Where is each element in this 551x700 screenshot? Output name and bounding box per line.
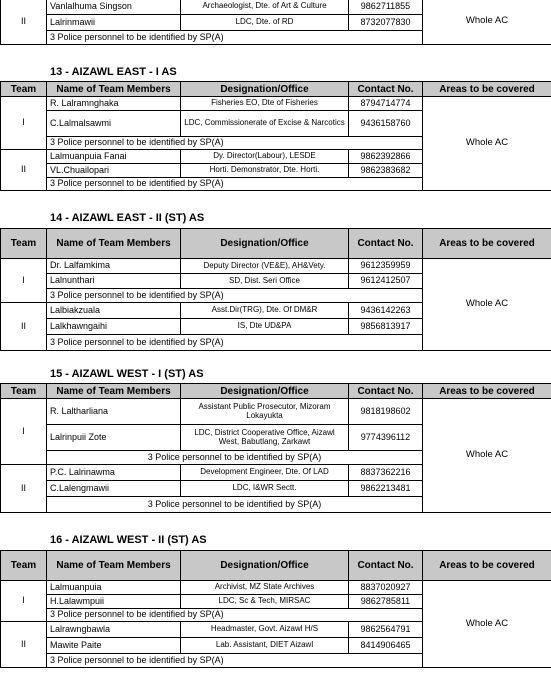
member-contact: 9856813917 xyxy=(349,319,423,335)
member-name: Lalkhawngaihi xyxy=(47,319,181,335)
police-note: 3 Police personnel to be identified by SP(A) xyxy=(47,137,423,150)
member-contact: 9818198602 xyxy=(349,399,423,425)
header-areas: Areas to be covered xyxy=(423,229,551,259)
member-designation: Lab. Assistant, DIET Aizawl xyxy=(181,638,349,654)
member-contact: 9612412507 xyxy=(349,274,423,289)
header-contact: Contact No. xyxy=(349,82,423,97)
header-team: Team xyxy=(1,384,47,399)
member-designation: Archaeologist, Dte. of Art & Culture xyxy=(181,0,349,15)
header-designation: Designation/Office xyxy=(181,82,349,97)
police-note: 3 Police personnel to be identified by SP(A) xyxy=(47,335,423,351)
member-contact: 9862711855 xyxy=(349,0,423,15)
member-designation: SD, Dist. Seri Office xyxy=(181,274,349,289)
areas-cell: Whole AC xyxy=(423,259,551,351)
member-designation: LDC, District Cooperative Office, Aizawl West, Babutlang, Zarkawt xyxy=(181,425,349,451)
member-designation: Development Engineer, Dte. Of LAD xyxy=(181,465,349,481)
police-note: 3 Police personnel to be identified by SP(A) xyxy=(47,31,423,45)
member-contact: 9862383682 xyxy=(349,164,423,178)
member-designation: Horti. Demonstrator, Dte. Horti. xyxy=(181,164,349,178)
member-name: Lalmuanpuia Fanai xyxy=(47,150,181,164)
police-note: 3 Police personnel to be identified by SP(A) xyxy=(47,289,423,303)
member-contact: 9612359959 xyxy=(349,259,423,274)
header-team: Team xyxy=(1,229,47,259)
police-note: 3 Police personnel to be identified by SP(A) xyxy=(47,609,423,622)
team-cell: II xyxy=(1,303,47,351)
team-cell: I xyxy=(1,581,47,622)
police-note: 3 Police personnel to be identified by SP(A) xyxy=(47,497,423,513)
section-table xyxy=(0,383,551,513)
member-name: Lalrinpuii Zote xyxy=(47,425,181,451)
header-name: Name of Team Members xyxy=(47,229,181,259)
police-note: 3 Police personnel to be identified by SP(A) xyxy=(47,654,423,668)
team-cell: II xyxy=(1,465,47,513)
member-name: Dr. Lalfamkima xyxy=(47,259,181,274)
member-designation: Fisheries EO, Dte of Fisheries xyxy=(181,97,349,111)
member-name: Lalrawngbawla xyxy=(47,622,181,638)
header-team: Team xyxy=(1,551,47,581)
team-cell: I xyxy=(1,259,47,303)
areas-cell: Whole AC xyxy=(423,399,551,513)
areas-cell: Whole AC xyxy=(423,581,551,668)
member-contact: 8794714774 xyxy=(349,97,423,111)
header-areas: Areas to be covered xyxy=(423,551,551,581)
team-cell: II xyxy=(1,150,47,191)
member-name: Lalmuanpuia xyxy=(47,581,181,595)
header-contact: Contact No. xyxy=(349,229,423,259)
member-contact: 9774396112 xyxy=(349,425,423,451)
header-name: Name of Team Members xyxy=(47,82,181,97)
header-designation: Designation/Office xyxy=(181,551,349,581)
header-designation: Designation/Office xyxy=(181,384,349,399)
member-contact: 8837362216 xyxy=(349,465,423,481)
section-title: 13 - AIZAWL EAST - I AS xyxy=(50,66,177,78)
areas-cell: Whole AC xyxy=(423,97,551,191)
header-team: Team xyxy=(1,82,47,97)
member-contact: 9862213481 xyxy=(349,481,423,497)
member-name: Lalbiakzuala xyxy=(47,303,181,319)
member-name: R. Lalramnghaka xyxy=(47,97,181,111)
member-contact: 8414906465 xyxy=(349,638,423,654)
section-table xyxy=(0,228,551,351)
member-name: Mawite Paite xyxy=(47,638,181,654)
header-contact: Contact No. xyxy=(349,384,423,399)
member-name: P.C. Lalrinawma xyxy=(47,465,181,481)
header-areas: Areas to be covered xyxy=(423,384,551,399)
member-name: Lalnunthari xyxy=(47,274,181,289)
member-contact: 9862392866 xyxy=(349,150,423,164)
header-designation: Designation/Office xyxy=(181,229,349,259)
member-contact: 8732077830 xyxy=(349,15,423,31)
police-note: 3 Police personnel to be identified by SP(A) xyxy=(47,178,423,191)
member-designation: Assistant Public Prosecutor, Mizoram Lokayukta xyxy=(181,399,349,425)
member-contact: 9862564791 xyxy=(349,622,423,638)
member-designation: LDC, Dte. of RD xyxy=(181,15,349,31)
header-areas: Areas to be covered xyxy=(423,82,551,97)
member-designation: Asst.Dir(TRG), Dte. Of DM&R xyxy=(181,303,349,319)
member-designation: IS, Dte UD&PA xyxy=(181,319,349,335)
section-title: 15 - AIZAWL WEST - I (ST) AS xyxy=(50,368,204,380)
section-table xyxy=(0,550,551,668)
section-title: 16 - AIZAWL WEST - II (ST) AS xyxy=(50,534,207,546)
member-designation: Archivist, MZ State Archives xyxy=(181,581,349,595)
top-partial-table xyxy=(0,0,551,45)
team-cell: II xyxy=(1,622,47,668)
member-contact: 9862785811 xyxy=(349,595,423,609)
team-cell: II xyxy=(1,0,47,45)
member-designation: LDC, I&WR Sectt. xyxy=(181,481,349,497)
member-name: VL.Chuailopari xyxy=(47,164,181,178)
section-title: 14 - AIZAWL EAST - II (ST) AS xyxy=(50,212,205,224)
member-name: C.Lalengmawii xyxy=(47,481,181,497)
header-name: Name of Team Members xyxy=(47,384,181,399)
header-name: Name of Team Members xyxy=(47,551,181,581)
member-designation: Dy. Director(Labour), LESDE xyxy=(181,150,349,164)
areas-cell: Whole AC xyxy=(423,0,551,45)
member-name: Vanlalhuma Singson xyxy=(47,0,181,15)
member-designation: LDC, Sc & Tech, MIRSAC xyxy=(181,595,349,609)
member-designation: Headmaster, Govt. Aizawl H/S xyxy=(181,622,349,638)
member-name: R. Laltharliana xyxy=(47,399,181,425)
member-name: H.Lalawmpuii xyxy=(47,595,181,609)
header-contact: Contact No. xyxy=(349,551,423,581)
member-designation: Deputy Director (VE&E), AH&Vety. xyxy=(181,259,349,274)
member-contact: 9436158760 xyxy=(349,111,423,137)
section-table xyxy=(0,81,551,191)
team-cell: I xyxy=(1,399,47,465)
team-cell: I xyxy=(1,97,47,150)
member-name: Lalrinmawii xyxy=(47,15,181,31)
member-designation: LDC, Commissionerate of Excise & Narcotics xyxy=(181,111,349,137)
member-contact: 8837020927 xyxy=(349,581,423,595)
member-name: C.Lalmalsawmi xyxy=(47,111,181,137)
member-contact: 9436142263 xyxy=(349,303,423,319)
police-note: 3 Police personnel to be identified by SP(A) xyxy=(47,451,423,465)
